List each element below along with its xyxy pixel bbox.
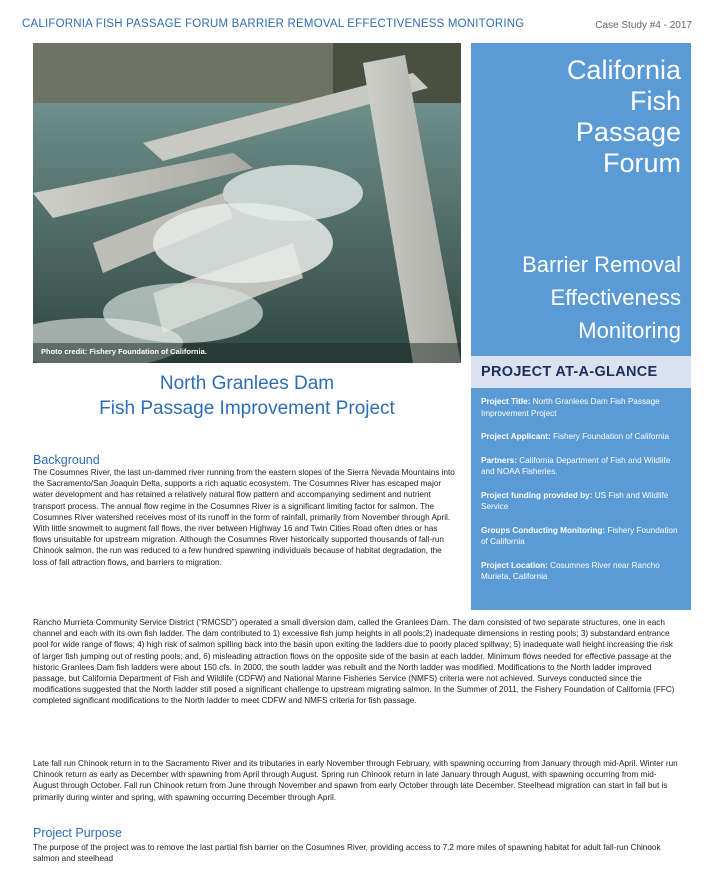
project-title-line: North Granlees Dam — [159, 373, 335, 394]
glance-item-title — [481, 396, 681, 419]
background-paragraph-3: Late fall run Chinook return in to the Sacramento River and its tributaries in early November through February, with spawning occurring from January through mid-April. Winter run Chinook return as early as December with spawning from April through August. Spring run Chinook return in late January through August, with spawning occurring from mid-August through October. Fall run Chinook return from June through November and spawn from early October through late December. Steelhead migration can start in fall but is primarily during winter and spring, with spawning occurring December through April. — [33, 759, 678, 802]
forum-subtitle-line: Effectiveness — [550, 285, 681, 310]
forum-title — [567, 55, 681, 179]
sidebar-banner — [471, 43, 691, 356]
fish-ladder-photo — [33, 43, 461, 363]
glance-value: California Department of Fish and Wildlife and NOAA Fisheries. — [481, 455, 671, 476]
glance-label: Project Location: — [481, 560, 548, 570]
forum-title-line: Forum — [602, 148, 681, 178]
glance-value: Cosumnes River near Rancho Murieta, California — [481, 560, 660, 581]
glance-item-funding — [481, 490, 681, 513]
glance-label: Project Title: — [481, 397, 531, 406]
glance-label: Project Applicant: — [481, 432, 551, 441]
project-title — [33, 371, 461, 421]
forum-subtitle-line: Monitoring — [578, 318, 681, 343]
background-paragraph-2: Rancho Murrieta Community Service District (“RMCSD”) operated a small diversion dam, called the Granlees Dam. The dam consisted of two separate structures, one in each channel and each with its own fish ladder. The dam contributed to 1) excessive fish jump heights in all pools;2) inadequate dimensions in resting pools; 3) substandard entrance pool for wide range of flows; 4) high risk of salmon spilling back into the basin upon exiting the ladders due to poorly placed spillway; 5) inadequate wall height increasing the risk of larger fish jumping out of resting pools; and, 6) misleading attraction flows on the opposite side of the basin at each ladder. Minimum flows needed for effective passage at the historic Granlees Dam fish ladders were about 150 cfs. In 2000, the south ladder was rebuilt and the North ladder was modified. Modifications to the North ladder improved passage, but California Department of Fish and Wildlife (CDFW) and National Marine Fisheries Service (NMFS) criteria were not achieved. Surveys conducted since the modifications suggested that the North ladder still posed a significant challenge to upstream migrating salmon. In the Summer of 2011, the Fishery Foundation of California (FFC) completed significant modifications to the North ladder to meet CDFW and NMFS criteria for fish passage. — [33, 618, 675, 706]
sidebar — [471, 43, 691, 610]
forum-title-line: Passage — [575, 117, 681, 147]
glance-item-partners — [481, 455, 681, 478]
glance-heading: PROJECT AT-A-GLANCE — [471, 356, 691, 388]
glance-value: Fishery Foundation of California — [553, 432, 670, 441]
glance-label: Groups Conducting Monitoring: — [481, 525, 606, 535]
glance-list — [471, 388, 691, 610]
glance-value: Fishery Foundation of California — [481, 525, 678, 546]
glance-label: Project funding provided by: — [481, 490, 593, 500]
forum-title-line: California — [566, 55, 681, 85]
glance-item-monitoring — [481, 525, 681, 548]
glance-label: Partners: — [481, 455, 517, 465]
purpose-paragraph: The purpose of the project was to remove the last partial fish barrier on the Cosumnes River, providing access to 7.2 more miles of spawning habitat for adult fall-run Chinook salmon and steelhead — [33, 843, 661, 864]
header-title: CALIFORNIA FISH PASSAGE FORUM BARRIER REMOVAL EFFECTIVENESS MONITORING — [22, 18, 525, 30]
forum-title-line: Fish — [629, 86, 681, 116]
photo-credit: Photo credit: Fishery Foundation of California. — [41, 347, 207, 356]
glance-item-applicant — [481, 431, 681, 443]
purpose-heading: Project Purpose — [33, 826, 122, 840]
glance-item-location — [481, 560, 681, 583]
case-study-label: Case Study #4 - 2017 — [595, 20, 692, 31]
background-heading: Background — [33, 453, 100, 467]
background-paragraph-1: The Cosumnes River, the last un-dammed river running from the eastern slopes of the Sierra Nevada Mountains into the Sacramento/San Joaquin Delta, supports a rich aquatic ecosystem. The Cosumnes River has escaped major water development and has retained a relatively natural flow pattern and accompanying sediment and nutrient transport process. The annual flow regime in the Cosumnes River is a significant limiting factor for salmon. The Cosumnes River watershed receives most of its runoff in the form of rainfall, primarily from November through April. With little snowmelt to augment fall flows, the river between Highway 16 and Twin Cities Road often dries or has flows unsuitable for upstream migration. Although the Cosumnes River historically supported thousands of fall-run Chinook salmon, the run was reduced to a few hundred spawning individuals because of habitat degradation, the loss of fall attraction flows, and barriers to migration. — [33, 468, 455, 567]
forum-subtitle — [522, 248, 681, 347]
glance-value: US Fish and Wildlife Service — [481, 490, 669, 511]
glance-value: North Granlees Dam Fish Passage Improvement Project — [481, 397, 660, 418]
forum-subtitle-line: Barrier Removal — [522, 252, 681, 277]
project-title-line: Fish Passage Improvement Project — [99, 398, 395, 419]
fish-ladder-illustration — [33, 43, 461, 363]
